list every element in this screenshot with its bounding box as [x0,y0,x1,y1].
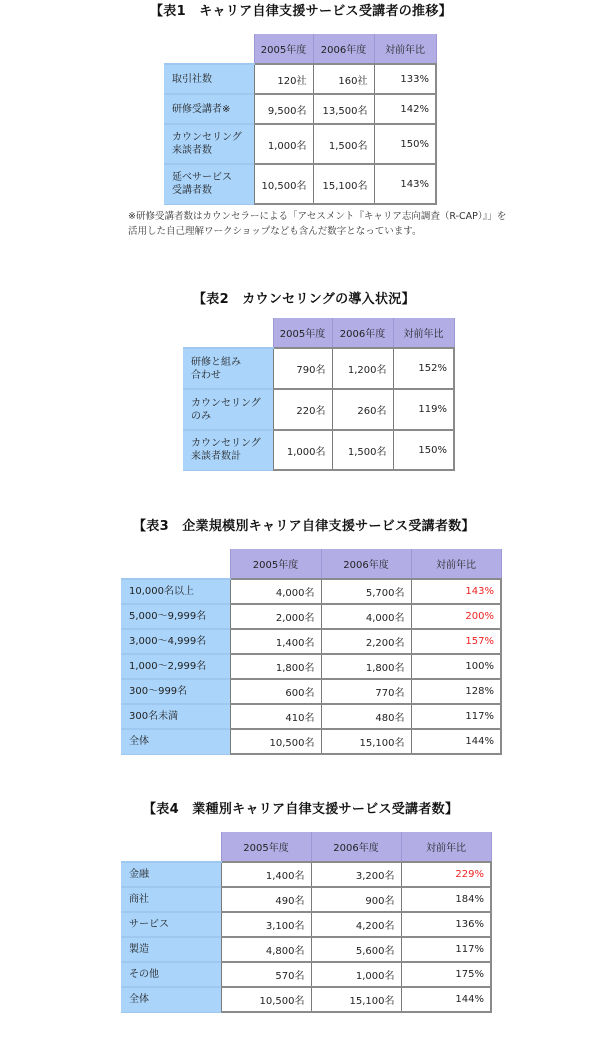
row-label: 3,000〜4,999名 [121,629,230,654]
table2-header-2005: 2005年度 [273,318,332,348]
value-2006: 900名 [311,887,401,912]
value-2005: 1,800名 [230,654,321,679]
value-2005: 10,500名 [221,987,311,1012]
value-ratio: 144% [401,987,491,1012]
value-ratio: 144% [411,729,501,754]
table2-counseling-status [183,318,455,471]
value-2006: 4,000名 [321,604,411,629]
table4-header-ratio: 対前年比 [401,832,491,862]
table1-header-2005: 2005年度 [254,34,313,64]
row-label: その他 [121,962,221,987]
table-row [164,164,436,204]
table-row [164,94,436,124]
value-2005: 1,000名 [254,124,313,164]
table2-title: 【表2 カウンセリングの導入状況】 [193,292,415,307]
value-ratio: 152% [393,348,454,389]
row-label: 10,000名以上 [121,579,230,604]
value-2005: 2,000名 [230,604,321,629]
row-label [183,430,273,470]
row-label: 取引社数 [164,64,254,94]
row-label-line1: カウンセリング [191,438,261,450]
value-ratio: 184% [401,887,491,912]
value-2005: 600名 [230,679,321,704]
table-row [121,579,501,604]
value-2006: 3,200名 [311,862,401,887]
table-row-total [121,729,501,754]
value-2005: 570名 [221,962,311,987]
value-2006: 1,000名 [311,962,401,987]
footnote-line1: ※研修受講者数はカウンセラーによる「アセスメント『キャリア志向調査（R-CAP）』」を [128,211,507,222]
table3-by-company-size [121,549,502,755]
value-2005: 4,000名 [230,579,321,604]
row-label [183,348,273,389]
row-label: 商社 [121,887,221,912]
table3-corner [121,549,230,579]
table4-corner [121,832,221,862]
value-ratio: 133% [374,64,436,94]
table-row [164,124,436,164]
value-2005: 1,000名 [273,430,332,470]
value-2005: 490名 [221,887,311,912]
table-row [121,629,501,654]
table-row [121,679,501,704]
value-2005: 4,800名 [221,937,311,962]
value-2006: 5,700名 [321,579,411,604]
table-row [121,654,501,679]
row-label: 1,000〜2,999名 [121,654,230,679]
table-row [183,348,454,389]
value-2006: 260名 [332,389,393,430]
table1-header-2006: 2006年度 [313,34,374,64]
row-label [164,164,254,204]
value-ratio: 117% [411,704,501,729]
row-label-line1: カウンセリング [172,132,242,143]
row-label: 研修受講者※ [164,94,254,124]
value-2005: 1,400名 [230,629,321,654]
value-2006: 1,800名 [321,654,411,679]
value-2006: 1,500名 [332,430,393,470]
row-label: 製造 [121,937,221,962]
table-row [121,604,501,629]
row-label [183,389,273,430]
value-2006: 15,100名 [311,987,401,1012]
table-row [121,704,501,729]
row-label-line2: のみ [191,410,211,422]
value-2006: 770名 [321,679,411,704]
value-2006: 5,600名 [311,937,401,962]
row-label-line2: 合わせ [191,369,221,381]
value-ratio: 136% [401,912,491,937]
row-label: 全体 [121,987,221,1012]
row-label: 5,000〜9,999名 [121,604,230,629]
table3-header-ratio: 対前年比 [411,549,501,579]
row-label [164,124,254,164]
row-label: 300〜999名 [121,679,230,704]
value-ratio: 128% [411,679,501,704]
value-2006: 1,500名 [313,124,374,164]
value-ratio: 150% [374,124,436,164]
value-ratio-highlighted: 200% [411,604,501,629]
value-2005: 120社 [254,64,313,94]
table1-career-support-trend [164,34,437,205]
table-row [121,912,491,937]
row-label-line1: 延べサービス [172,172,232,184]
row-label-line2: 来談者数 [172,145,212,156]
table-row [183,389,454,430]
row-label-line1: 研修と組み [191,356,241,368]
value-2006: 1,200名 [332,348,393,389]
value-2005: 1,400名 [221,862,311,887]
value-ratio-highlighted: 143% [411,579,501,604]
row-label: 全体 [121,729,230,754]
table-row [164,64,436,94]
table3-header-2005: 2005年度 [230,549,321,579]
value-2006: 160社 [313,64,374,94]
table1-header-ratio: 対前年比 [374,34,436,64]
table-row [121,937,491,962]
table1-title: 【表1 キャリア自律支援サービス受講者の推移】 [150,4,452,19]
table2-header-2006: 2006年度 [332,318,393,348]
value-ratio: 117% [401,937,491,962]
value-ratio-highlighted: 229% [401,862,491,887]
value-ratio-highlighted: 157% [411,629,501,654]
value-2005: 790名 [273,348,332,389]
row-label-line2: 来談者数計 [191,451,241,463]
value-2005: 220名 [273,389,332,430]
value-ratio: 142% [374,94,436,124]
table2-header-ratio: 対前年比 [393,318,454,348]
row-label-line2: 受講者数 [172,185,212,197]
table3-header-2006: 2006年度 [321,549,411,579]
value-2005: 10,500名 [230,729,321,754]
table-row [183,430,454,470]
table4-header-2006: 2006年度 [311,832,401,862]
table4-by-industry [121,832,492,1013]
table4-title: 【表4 業種別キャリア自律支援サービス受講者数】 [143,802,459,817]
row-label: 300名未満 [121,704,230,729]
table1-corner [164,34,254,64]
value-ratio: 143% [374,164,436,204]
value-2005: 10,500名 [254,164,313,204]
table4-header-2005: 2005年度 [221,832,311,862]
value-ratio: 150% [393,430,454,470]
table-row [121,887,491,912]
value-ratio: 100% [411,654,501,679]
value-ratio: 119% [393,389,454,430]
value-ratio: 175% [401,962,491,987]
table2-corner [183,318,273,348]
table-row [121,862,491,887]
row-label-line1: カウンセリング [191,397,261,409]
table-row-total [121,987,491,1012]
value-2006: 480名 [321,704,411,729]
value-2006: 15,100名 [321,729,411,754]
value-2006: 2,200名 [321,629,411,654]
value-2006: 4,200名 [311,912,401,937]
row-label: 金融 [121,862,221,887]
table-row [121,962,491,987]
value-2006: 13,500名 [313,94,374,124]
value-2006: 15,100名 [313,164,374,204]
value-2005: 3,100名 [221,912,311,937]
table1-footnote [128,209,506,239]
footnote-line2: 活用した自己理解ワークショップなども含んだ数字となっています。 [128,226,422,237]
value-2005: 410名 [230,704,321,729]
value-2005: 9,500名 [254,94,313,124]
table3-title: 【表3 企業規模別キャリア自律支援サービス受講者数】 [133,519,475,534]
row-label: サービス [121,912,221,937]
